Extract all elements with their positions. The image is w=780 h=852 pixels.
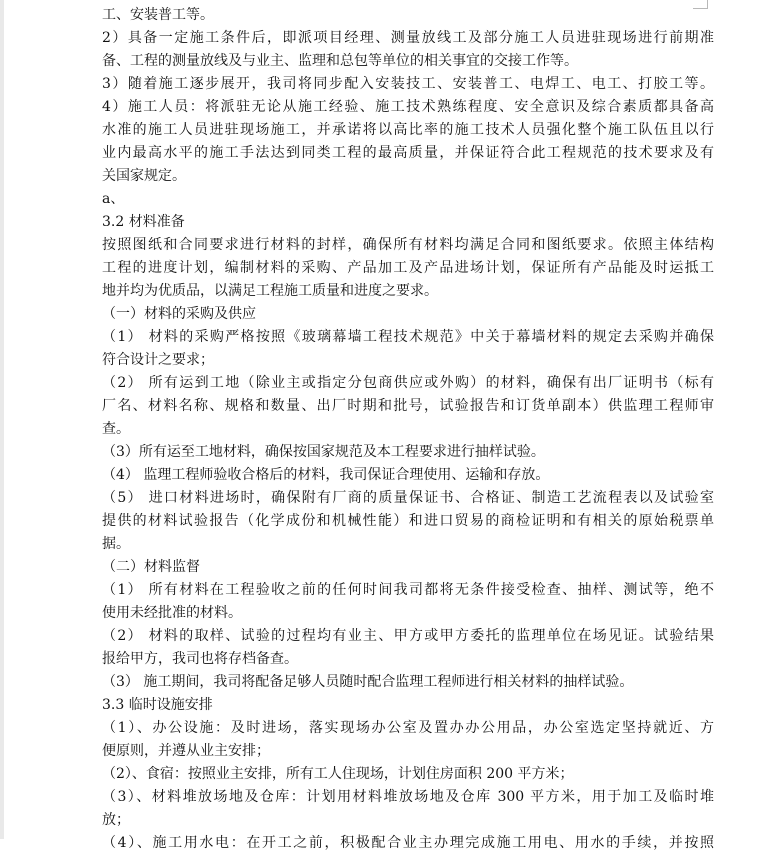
text-line: （1） 材料的采购严格按照《玻璃幕墙工程技术规范》中关于幕墙材料的规定去采购并确保 — [102, 329, 714, 345]
document-body — [102, 4, 714, 852]
text-line: 备、工程的测量放线及与业主、监理和总包等单位的相关事宜的交接工作等。 — [102, 53, 578, 69]
text-line: （1） 所有材料在工程验收之前的任何时间我司都将无条件接受检查、抽样、测试等，绝不 — [102, 582, 714, 598]
text-line: 按照图纸和合同要求进行材料的封样，确保所有材料均满足合同和图纸要求。依照主体结构 — [102, 237, 714, 253]
text-line: 报给甲方，我司也将存档备查。 — [102, 651, 298, 667]
page-edge — [0, 0, 4, 839]
text-line: （2） 所有运到工地（除业主或指定分包商供应或外购）的材料，确保有出厂证明书（标有 — [102, 375, 714, 391]
text-line: 厂名、材料名称、规格和数量、出厂时期和批号，试验报告和订货单副本）供监理工程师审 — [102, 398, 714, 414]
text-line: 3.2 材料准备 — [102, 214, 185, 230]
text-line: （2）、食宿：按照业主安排，所有工人住现场，计划住房面积 200 平方米； — [102, 766, 574, 782]
text-line: （1）、办公设施：及时进场，落实现场办公室及置办办公用品，办公室选定坚持就近、方 — [102, 720, 714, 736]
text-line: 关国家规定。 — [102, 168, 186, 184]
text-line: （5） 进口材料进场时，确保附有厂商的质量保证书、合格证、制造工艺流程表以及试验室 — [102, 490, 714, 506]
text-line: （4）、施工用水电：在开工之前，积极配合业主办理完成施工用电、用水的手续，并按照 — [102, 835, 714, 851]
text-line: （3） 施工期间，我司将配备足够人员随时配合监理工程师进行相关材料的抽样试验。 — [102, 674, 634, 690]
text-line: 3.3 临时设施安排 — [102, 697, 213, 713]
text-line: 提供的材料试验报告（化学成份和机械性能）和进口贸易的商检证明和有相关的原始税票单 — [102, 513, 714, 529]
text-line: 地并均为优质品，以满足工程施工质量和进度之要求。 — [102, 283, 438, 299]
text-line: （一）材料的采购及供应 — [102, 306, 256, 322]
text-line: （二）材料监督 — [102, 559, 200, 575]
text-line: 工、安装普工等。 — [102, 7, 214, 23]
text-line: 2）具备一定施工条件后，即派项目经理、测量放线工及部分施工人员进驻现场进行前期准 — [102, 30, 714, 46]
text-line: 符合设计之要求； — [102, 352, 214, 368]
text-line: （3）、材料堆放场地及仓库：计划用材料堆放场地及仓库 300 平方米，用于加工及临时堆 — [102, 789, 714, 805]
text-line: 3）随着施工逐步展开，我司将同步配入安装技工、安装普工、电焊工、电工、打胶工等。 — [102, 76, 714, 92]
text-line: 水准的施工人员进驻现场施工，并承诺将以高比率的施工技术人员强化整个施工队伍且以行 — [102, 122, 714, 138]
text-line: （3）所有运至工地材料，确保按国家规范及本工程要求进行抽样试验。 — [102, 444, 545, 460]
text-line: 便原则，并遵从业主安排； — [102, 743, 270, 759]
text-line: 放； — [102, 812, 130, 828]
text-line: 4）施工人员：将派驻无论从施工经验、施工技术熟练程度、安全意识及综合素质都具备高 — [102, 99, 714, 115]
text-line: （2） 材料的取样、试验的过程均有业主、甲方或甲方委托的监理单位在场见证。试验结果 — [102, 628, 714, 644]
text-line: 业内最高水平的施工手法达到同类工程的最高质量，并保证符合此工程规范的技术要求及有 — [102, 145, 714, 161]
text-line: 使用未经批准的材料。 — [102, 605, 242, 621]
text-line: a、 — [102, 191, 125, 207]
text-line: 据。 — [102, 536, 130, 552]
text-line: （4） 监理工程师验收合格后的材料，我司保证合理使用、运输和存放。 — [102, 467, 550, 483]
text-line: 查。 — [102, 421, 130, 437]
text-line: 工程的进度计划，编制材料的采购、产品加工及产品进场计划，保证所有产品能及时运抵工 — [102, 260, 714, 276]
